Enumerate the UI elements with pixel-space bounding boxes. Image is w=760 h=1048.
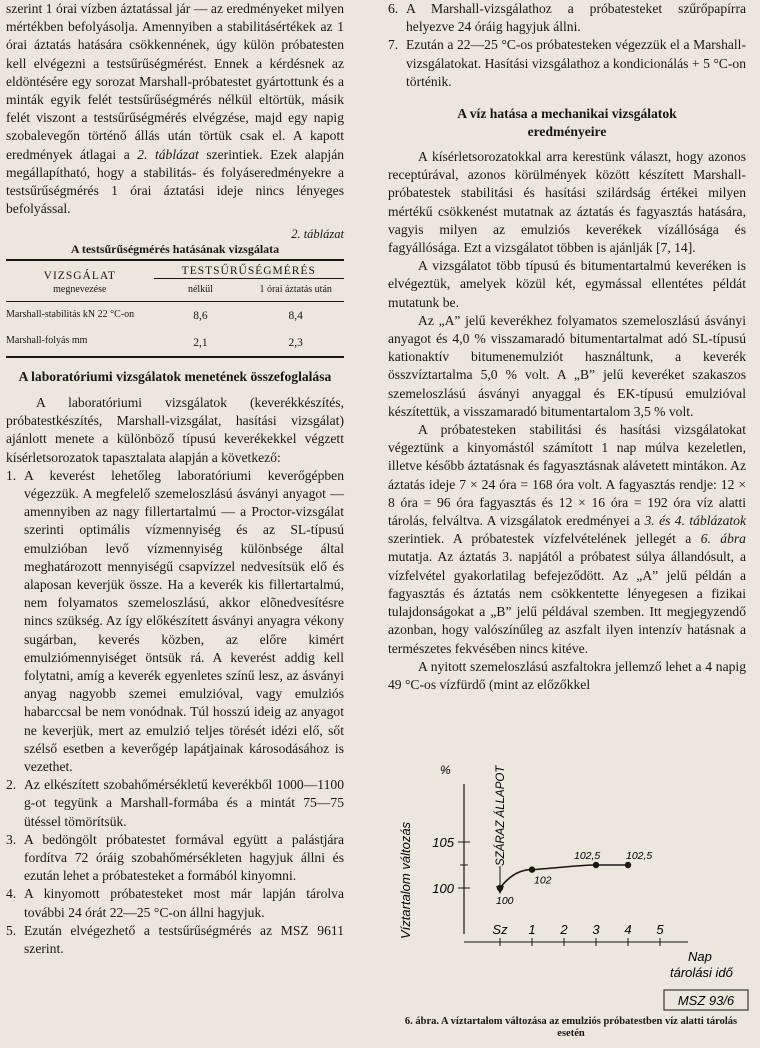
figure-caption: 6. ábra. A víztartalom változása az emulziós próbatestben víz alatti tárolás esetén (404, 1016, 738, 1039)
list-item: 1. A keverést lehetőleg laboratóriumi keverőgépben végezzük. A megfelelő szemeloszlású ásványi anyagot — amennyiben az nagy fillertartalmú — a Proctor-vizsgálat szerinti optimális vízmennyiség és az SL-típusú emulzióban levő vízmennyiség különbsége által meghatározott mennyiségű csapvízzel nedvesítsük elő és alaposan keverjük össze. Ha a keverék kis fillertartalmú, nem folyamatos szemeloszlású, akkor elõnedvesítésre nincs szükség. Az így előkészített ásványi anyagra vékony sugárban, keverés közben, az előre kimért emulziómennyiséget öntsük rá. A keverést addig kell folytatni, amíg a keverék egyenletes színű lesz, az ásványi anyag nagyobb szemei emulzióval, vagy emulziós habarccsal be nem vonódnak. Túl hosszú ideig az anyagot ne keverjük, mert az emulzió teljes törését idézi elő, sőt szélső esetben a keverőgép lapátjainak károsodásához is vezethet. (6, 467, 344, 774)
density-table (6, 259, 344, 358)
y-axis-label: Víztartalom változás (398, 821, 413, 939)
y-unit: % (440, 763, 451, 777)
x-tick-label: 1 (528, 922, 536, 937)
table-col2-header: nélkül (187, 284, 213, 296)
heading-water-effect: A víz hatása a mechanikai vizsgálatok eredményeire (457, 106, 677, 139)
table-row: Marshall-stabilitás kN 22 °C-on 8,6 8,4 (6, 302, 344, 331)
data-point (625, 862, 631, 868)
x-tick-label: 4 (624, 922, 632, 937)
x-axis-label-2: tárolási idő (670, 965, 733, 980)
x-tick-label: 2 (560, 922, 568, 937)
paragraph: A próbatesteken stabilitási és hasítási vizsgálatokat végeztünk a kinyomástól számított 1 nap múlva kezeletlen, illetve később áztatásnak és fagyasztásnak alávetett mintákon. Az áztatás ideje 7 × 24 óra = 168 óra volt. A fagyasztás rendje: 12 × 8 óra = 96 óra fagyasztás és 12 × 16 óra = 192 óra víz alatti tárolás, felváltva. A vizsgálatok eredményei a 3. és 4. táblázatok szerintiek. A próbatestek vízfelvételének jellegét a 6. ábra mutatja. Az áztatás 3. napjától a próbatest súlya állandósult, a vízfelvétel gyakorlatilag befejeződött. Az „A” jelű példán a fagyasztás és áztatás nem csökkentette lényegesen a fizikai tulajdonságokat a „B” jelű példával szemben. Itt megjegyzendő azonban, hogy valószínűleg az aszfalt ilyen intenzív hatásnak a természetes fekvésében nincs kitéve. (388, 422, 746, 656)
list-item: 7. Ezután a 22—25 °C-os próbatesteken végezzük el a Marshall-vizsgálatokat. Hasítási vizsgálathoz a kondicionálás + 5 °C-on történik. (388, 37, 746, 89)
x-axis-label-1: Nap (688, 949, 712, 964)
list-item: 6. A Marshall-vizsgálathoz a próbatesteket szűrőpapírra helyezve 24 óráig hagyjuk állni. (388, 1, 746, 35)
y-tick-label: 105 (432, 835, 454, 850)
table-col1-header: VIZSGÁLAT megnevezése (43, 269, 116, 295)
table-2 (6, 226, 344, 358)
water-content-curve (500, 865, 628, 888)
left-column (6, 0, 344, 958)
x-tick-label: 3 (592, 922, 600, 937)
table-row: Marshall-folyás mm 2,1 2,3 (6, 330, 344, 357)
procedure-list-continued (388, 0, 746, 91)
procedure-list (6, 467, 344, 958)
x-tick-label: Sz (492, 922, 508, 937)
data-point (529, 866, 535, 872)
table-reference: 2. táblázat (137, 146, 199, 162)
table-col3-header: 1 órai áztatás után (259, 284, 332, 296)
paragraph: Az „A” jelű keverékhez folyamatos szemeloszlású ásványi anyagot és 4,0 % visszamaradó bitumentartalmat adó SL-típusú kationaktív bitumenemulziót használtunk, a keverék összvíztartalma 5,0 % volt. A „B” jelű keveréket szakaszos szemeloszlású ásványi anyaggal és EK-típusú emulzióval készítettük, a visszamaradó bitumentartalom 3,5 % volt. (388, 312, 746, 419)
list-item: 2. Az elkészített szobahőmérsékletű keverékből 1000—1100 g-ot tegyünk a Marshall-formába és a mintát 75—75 ütéssel tömörítsük. (6, 777, 344, 829)
standard-stamp (664, 990, 748, 1010)
data-point (497, 885, 503, 891)
list-item: 4. A kinyomott próbatesteket most már lapján tárolva további 24 órát 22—25 °C-on állni hagyjuk. (6, 886, 344, 920)
data-points (496, 850, 652, 907)
data-label: 102 (534, 874, 552, 887)
x-tick-label: 5 (656, 922, 664, 937)
water-content-chart (388, 754, 760, 1016)
list-item: 3. A bedöngölt próbatestet formával együtt a palástjára fordítva 72 óráig szobahőmérsékleten hagyjuk állni és ezután lehet a próbatesteket a formából kinyomni. (6, 831, 344, 884)
paragraph-intro: szerint 1 órai vízben áztatással jár — az eredményeket milyen mértékben befolyásolja. Amennyiben a stabilitásértékek az 1 órai áztatás hatására csökkennének, úgy külön próbatesten kell elvégezni a testsűrűségmérést. Ennek a kérdésnek az eldöntésére egy sorozat Marshall-próbatestet gyártottunk és a minták egyik felét testsűrűségmérés nélkül eltörtük, másik felét viszont a testsűrűségmérés elvégzése, majd egy napig szobalevegőn történő állás után törtük csak el. A kapott eredmények átlagai a 2. táblázat szerintiek. Ezek alapján megállapítható, hogy a stabilitás- és folyáseredményekre a testsűrűségmérés 1 órai áztatási ideje nincs lényeges befolyással. (6, 1, 345, 217)
paragraph: A vizsgálatot több típusú és bitumentartalmú keveréken is elvégeztük, amelyek közül két, egymással ellentétes példát mutatunk be. (388, 258, 746, 310)
data-label: 100 (496, 895, 514, 907)
data-label: 102,5 (626, 850, 653, 862)
list-item: 5. Ezután elvégezhető a testsűrűségmérés az MSZ 9611 szerint. (6, 922, 344, 957)
data-label: 102,5 (574, 850, 601, 862)
svg-text:MSZ 93/6: MSZ 93/6 (677, 993, 735, 1008)
right-column (388, 0, 746, 694)
table-number: 2. táblázat (291, 227, 344, 242)
data-point (593, 862, 599, 868)
paragraph: A nyitott szemeloszlású aszfaltokra jellemző lehet a 4 napig 49 °C-os vízfürdő (mint az előzőkkel (388, 658, 746, 692)
y-tick-label: 100 (432, 881, 454, 896)
table-group-header: TESTSŰRŰSÉGMÉRÉS (154, 260, 344, 279)
table-reference: 3. és 4. táblázatok (644, 513, 746, 529)
heading-lab-summary: A laboratóriumi vizsgálatok menetének összefoglalása (18, 369, 332, 385)
table-title: A testsűrűségmérés hatásának vizsgálata (70, 242, 280, 257)
dry-state-label: SZÁRAZ ÁLLAPOT (495, 765, 507, 866)
figure-reference: 6. ábra (700, 531, 746, 547)
paragraph: A kísérletsorozatokkal arra kerestünk választ, hogy azonos receptúrával, azonos körülmények között készített Marshall-próbatestek stabilitási és hasítási szilárdság értékei milyen mértékű csökkenést mutatnak az áztatás és fagyasztás hatására, vagyis milyen az emulziós keverékek vízállósága és fagyállósága. Ezt a vizsgálatot többen is ajánlják [7, 14]. (388, 149, 746, 256)
paragraph-lab: A laboratóriumi vizsgálatok (keverékkészítés, próbatestkészítés, Marshall-vizsgálat, hasítási vizsgálat) ajánlott menete a különböző típusú keverékekkel végzett kísérletsorozatok tapasztalata alapján a következő: (6, 394, 344, 465)
